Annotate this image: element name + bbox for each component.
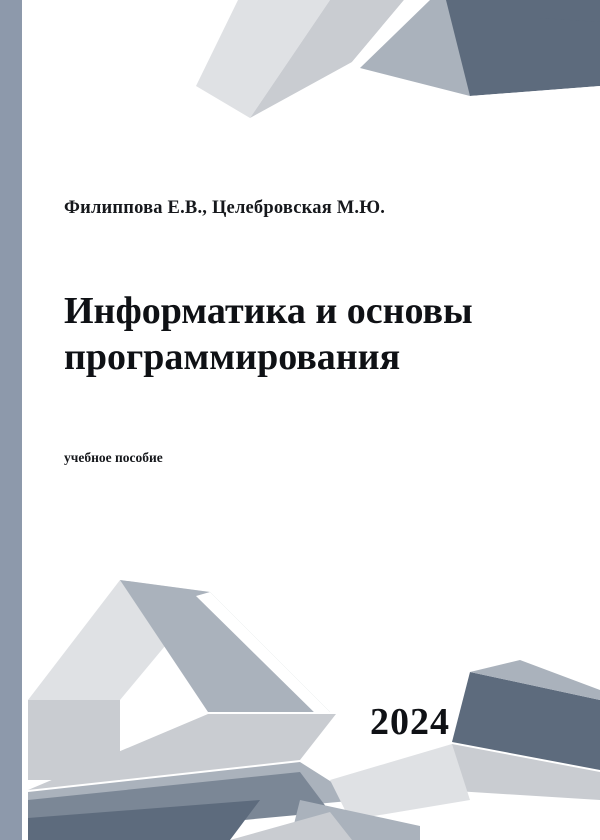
title-line-2: программирования <box>64 336 401 379</box>
authors-line: Филиппова Е.В., Целебровская М.Ю. <box>64 198 386 218</box>
title-line-1: Информатика и основы <box>64 290 473 332</box>
subtitle-label: учебное пособие <box>64 450 163 465</box>
year-label: 2024 <box>370 701 450 743</box>
page-title <box>64 288 564 381</box>
